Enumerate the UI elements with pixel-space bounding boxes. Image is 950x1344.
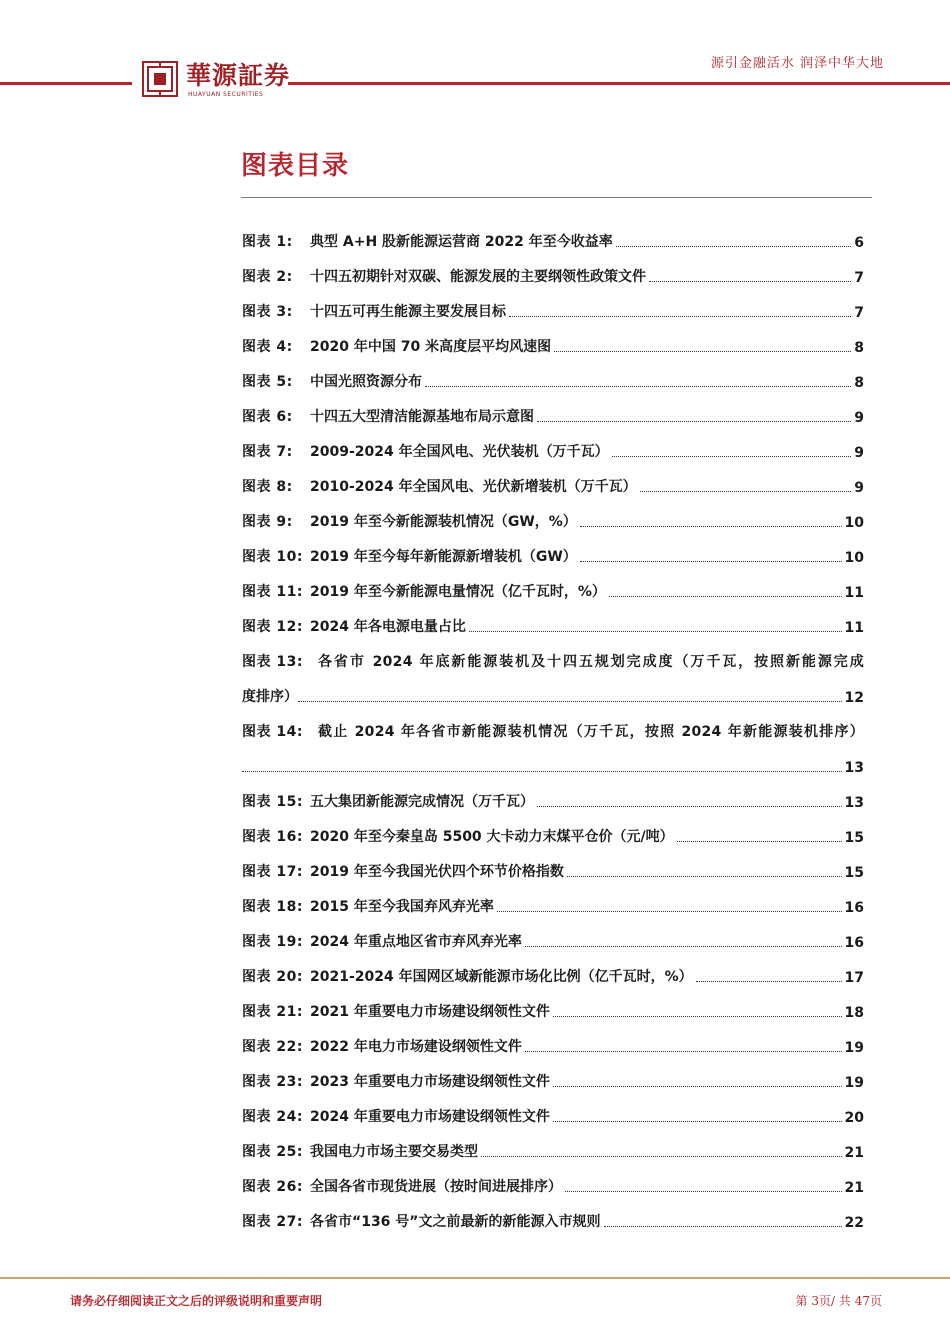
toc-entry-label: 图表 14: (242, 724, 303, 740)
toc-entry-title: 2024 年重要电力市场建设纲领性文件 (310, 1109, 550, 1125)
toc-entry-page: 9 (854, 410, 864, 426)
toc-entry[interactable] (242, 356, 864, 391)
toc-entry[interactable] (242, 251, 864, 286)
leader-dots (497, 911, 842, 912)
toc-entry-label: 图表 19: (242, 934, 303, 950)
toc-entry-title: 2021 年重要电力市场建设纲领性文件 (310, 1004, 550, 1020)
toc-entry-page: 13 (844, 760, 864, 776)
leader-dots (580, 526, 842, 527)
toc-entry-title: 各省市“136 号”文之前最新的新能源入市规则 (310, 1214, 601, 1230)
toc-entry-label: 图表 27: (242, 1214, 303, 1230)
toc-entry-label: 图表 12: (242, 619, 303, 635)
toc-entry-label: 图表 15: (242, 794, 303, 810)
leader-dots (509, 316, 851, 317)
toc-entry-14-cont[interactable] (242, 741, 864, 776)
toc-entry-title: 2020 年中国 70 米高度层平均风速图 (310, 339, 552, 355)
toc-entry-title: 2021-2024 年国网区域新能源市场化比例（亿千瓦时，%） (310, 969, 693, 985)
toc-entry-label: 图表 8: (242, 479, 293, 495)
footer-page-number: 第 3页/ 共 47页 (795, 1294, 882, 1308)
toc-entry[interactable] (242, 216, 864, 251)
toc-entry[interactable] (242, 426, 864, 461)
toc-entry-label: 图表 7: (242, 444, 293, 460)
toc-entry-14[interactable] (242, 706, 864, 741)
toc-entry-title: 截止 2024 年各省市新能源装机情况（万千瓦，按照 2024 年新能源装机排序） (318, 724, 864, 740)
toc-entry-page: 20 (844, 1110, 864, 1126)
toc-entry-title: 我国电力市场主要交易类型 (310, 1144, 478, 1160)
leader-dots (649, 281, 851, 282)
huayuan-logo-icon (142, 61, 178, 97)
toc-entry-title: 2024 年各电源电量占比 (310, 619, 466, 635)
toc-entry-title: 中国光照资源分布 (310, 374, 422, 390)
toc-entry[interactable] (242, 391, 864, 426)
title-rule (241, 197, 872, 198)
toc-entry-page: 19 (844, 1040, 864, 1056)
leader-dots (298, 701, 842, 702)
toc-entry-page: 16 (844, 935, 864, 951)
leader-dots (567, 876, 842, 877)
toc-entry-13[interactable] (242, 636, 864, 671)
toc-entry-title: 各省市 2024 年底新能源装机及十四五规划完成度（万千瓦，按照新能源完成 (318, 654, 864, 670)
toc-entry-title: 2009-2024 年全国风电、光伏装机（万千瓦） (310, 444, 609, 460)
toc-entry[interactable] (242, 846, 864, 881)
toc-entry-label: 图表 4: (242, 339, 293, 355)
leader-dots (537, 806, 842, 807)
leader-dots (580, 561, 842, 562)
toc-entry-page: 9 (854, 480, 864, 496)
toc-entry-page: 6 (854, 235, 864, 251)
toc-entry-13-cont[interactable] (242, 671, 864, 706)
toc-entry-page: 10 (844, 550, 864, 566)
header-slogan: 源引金融活水 润泽中华大地 (710, 56, 884, 71)
toc-entry-label: 图表 13: (242, 654, 303, 670)
toc-entry[interactable] (242, 496, 864, 531)
toc-entry-page: 9 (854, 445, 864, 461)
toc-entry-page: 22 (844, 1215, 864, 1231)
toc-entry-title: 十四五可再生能源主要发展目标 (310, 304, 506, 320)
toc-entry-page: 7 (854, 270, 864, 286)
toc-entry-label: 图表 2: (242, 269, 293, 285)
toc-entry-label: 图表 9: (242, 514, 293, 530)
leader-dots (469, 631, 842, 632)
leader-dots (537, 421, 851, 422)
toc-entry-label: 图表 20: (242, 969, 303, 985)
footer-rule (0, 1277, 950, 1279)
toc-entry-label: 图表 18: (242, 899, 303, 915)
toc-entry-label: 图表 25: (242, 1144, 303, 1160)
toc-entry-label: 图表 10: (242, 549, 303, 565)
toc-entry-page: 10 (844, 515, 864, 531)
toc-entry-page: 11 (844, 585, 864, 601)
toc-entry[interactable] (242, 321, 864, 356)
leader-dots (525, 946, 842, 947)
toc-title: 图表目录 (241, 151, 350, 181)
leader-dots (553, 1086, 842, 1087)
toc-entry-page: 18 (844, 1005, 864, 1021)
toc-entry[interactable] (242, 916, 864, 951)
toc-entry-title: 2019 年至今新能源电量情况（亿千瓦时，%） (310, 584, 606, 600)
toc-entry-label: 图表 3: (242, 304, 293, 320)
toc-entry[interactable] (242, 1126, 864, 1161)
toc-entry-page: 19 (844, 1075, 864, 1091)
leader-dots (425, 386, 851, 387)
toc-entry-page: 17 (844, 970, 864, 986)
leader-dots (677, 841, 842, 842)
toc-entry-label: 图表 26: (242, 1179, 303, 1195)
toc-entry-title: 2010-2024 年全国风电、光伏新增装机（万千瓦） (310, 479, 637, 495)
toc-entry-title: 2024 年重点地区省市弃风弃光率 (310, 934, 522, 950)
leader-dots (640, 491, 852, 492)
toc-entry[interactable] (242, 776, 864, 811)
toc-entry[interactable] (242, 1091, 864, 1126)
leader-dots (604, 1226, 842, 1227)
toc-entry[interactable] (242, 1056, 864, 1091)
toc-entry-page: 15 (844, 830, 864, 846)
toc-entry-page: 8 (854, 375, 864, 391)
toc-entry-label: 图表 21: (242, 1004, 303, 1020)
toc-entry-label: 图表 16: (242, 829, 303, 845)
toc-entry-label: 图表 5: (242, 374, 293, 390)
toc-entry-label: 图表 24: (242, 1109, 303, 1125)
leader-dots (565, 1191, 842, 1192)
toc-entry[interactable] (242, 881, 864, 916)
toc-entry[interactable] (242, 566, 864, 601)
toc-entry-title: 2015 年至今我国弃风弃光率 (310, 899, 494, 915)
toc-entry[interactable] (242, 531, 864, 566)
leader-dots (696, 981, 842, 982)
toc-entry-title: 2019 年至今每年新能源新增装机（GW） (310, 549, 577, 565)
toc-entry-label: 图表 11: (242, 584, 303, 600)
footer-disclaimer: 请务必仔细阅读正文之后的评级说明和重要声明 (70, 1294, 323, 1308)
toc-entry[interactable] (242, 1196, 864, 1231)
leader-dots (554, 351, 851, 352)
toc-entry-page: 7 (854, 305, 864, 321)
header-rule-right (288, 82, 950, 85)
toc-entry-title: 全国各省市现货进展（按时间进展排序） (310, 1179, 562, 1195)
toc-entry-title: 2023 年重要电力市场建设纲领性文件 (310, 1074, 550, 1090)
toc-entry-page: 13 (844, 795, 864, 811)
toc-entry[interactable] (242, 461, 864, 496)
toc-entry-page: 21 (844, 1180, 864, 1196)
leader-dots (553, 1121, 842, 1122)
toc-entry-label: 图表 17: (242, 864, 303, 880)
toc-entry-title: 2019 年至今我国光伏四个环节价格指数 (310, 864, 564, 880)
toc-entry-label: 图表 6: (242, 409, 293, 425)
leader-dots (553, 1016, 842, 1017)
toc-entry[interactable] (242, 601, 864, 636)
toc-entry-title: 2020 年至今秦皇岛 5500 大卡动力末煤平仓价（元/吨） (310, 829, 674, 845)
header-rule-left (0, 82, 132, 85)
toc-entry-label: 图表 22: (242, 1039, 303, 1055)
toc-entry[interactable] (242, 1161, 864, 1196)
toc-entry-title: 十四五初期针对双碳、能源发展的主要纲领性政策文件 (310, 269, 646, 285)
toc-entry-page: 11 (844, 620, 864, 636)
leader-dots (609, 596, 842, 597)
toc-entry-title: 典型 A+H 股新能源运营商 2022 年至今收益率 (310, 234, 613, 250)
toc-entry[interactable] (242, 951, 864, 986)
leader-dots (616, 246, 852, 247)
toc-entry-page: 15 (844, 865, 864, 881)
toc-entry-title: 十四五大型清洁能源基地布局示意图 (310, 409, 534, 425)
toc-entry-title: 2019 年至今新能源装机情况（GW，%） (310, 514, 577, 530)
leader-dots (242, 771, 842, 772)
toc-entry[interactable] (242, 1021, 864, 1056)
toc-entry-page: 16 (844, 900, 864, 916)
toc-entry[interactable] (242, 286, 864, 321)
brand-subtitle: HUAYUAN SECURITIES (188, 91, 264, 98)
toc-entry-label: 图表 23: (242, 1074, 303, 1090)
toc-entry-title: 五大集团新能源完成情况（万千瓦） (310, 794, 534, 810)
toc-entry-title: 2022 年电力市场建设纲领性文件 (310, 1039, 522, 1055)
leader-dots (525, 1051, 842, 1052)
toc-entry-page: 12 (844, 690, 864, 706)
toc-list (242, 216, 864, 1231)
toc-entry-page: 8 (854, 340, 864, 356)
toc-entry-title-cont: 度排序） (242, 689, 298, 705)
brand-name: 華源証券 (186, 61, 291, 90)
toc-entry[interactable] (242, 811, 864, 846)
toc-entry[interactable] (242, 986, 864, 1021)
toc-entry-page: 21 (844, 1145, 864, 1161)
leader-dots (612, 456, 852, 457)
toc-entry-label: 图表 1: (242, 234, 293, 250)
leader-dots (481, 1156, 842, 1157)
